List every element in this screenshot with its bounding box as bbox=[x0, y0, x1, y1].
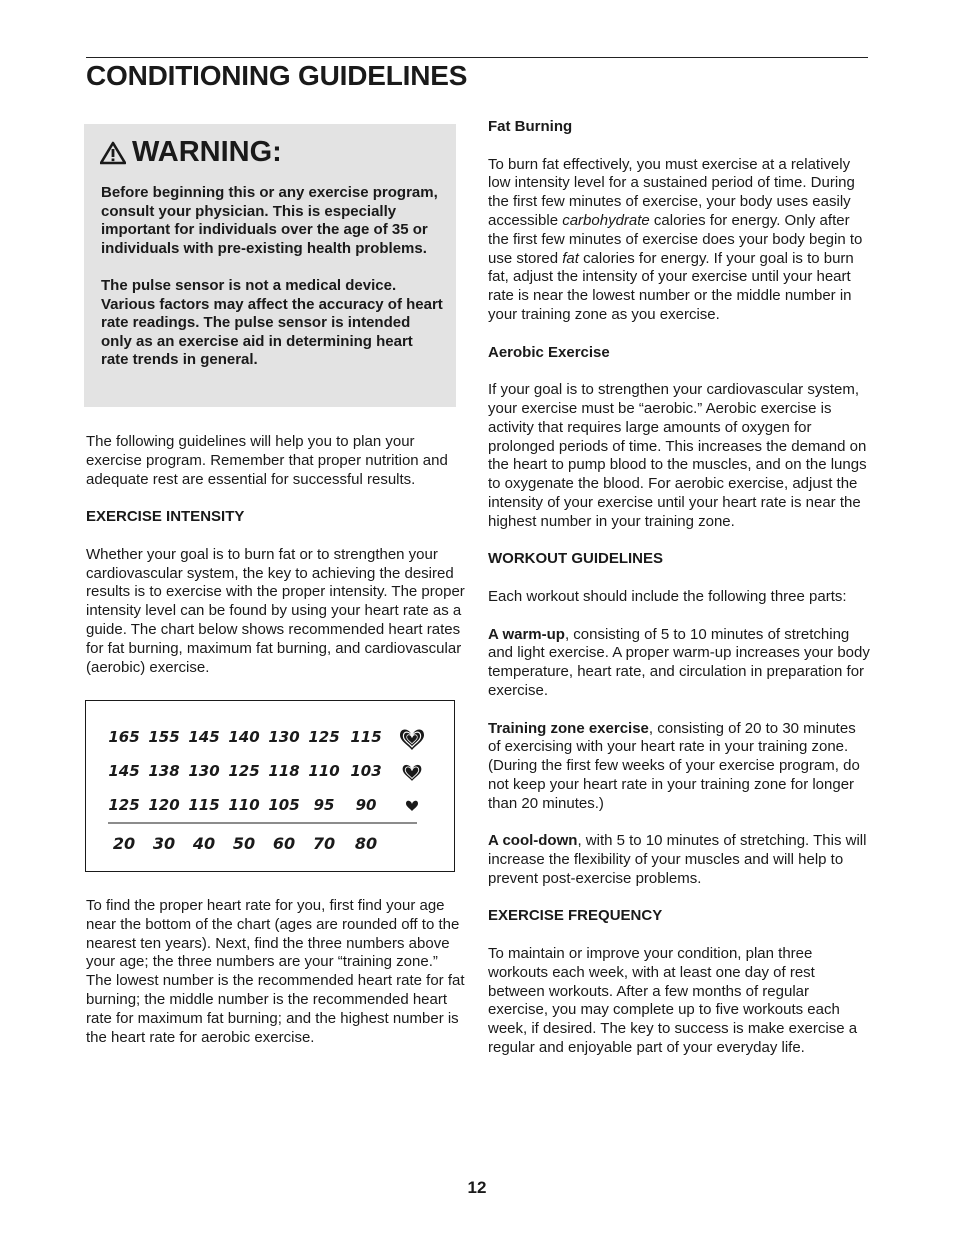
fat-burning-heading: Fat Burning bbox=[488, 118, 573, 135]
carbohydrate-emphasis: carbohydrate bbox=[562, 211, 650, 229]
heart-large-icon bbox=[400, 729, 424, 750]
heart-rate-value: 125 bbox=[228, 762, 260, 780]
exercise-frequency-paragraph: To maintain or improve your condition, plan three workouts each week, with at least one day of rest between workouts. After a few months of regular exercise, you may complete up to five workouts each week, if desired. The key to success is make exercise a regular and enjoyable part of your everyday life. bbox=[488, 945, 858, 1057]
heart-rate-value: 140 bbox=[228, 728, 260, 746]
page-title: CONDITIONING GUIDELINES bbox=[86, 60, 468, 91]
heart-small-icon bbox=[406, 801, 418, 811]
training-zone-text: , consisting of 20 to 30 minutes of exercising with your heart rate in your training zone. (During the first few weeks of your exercise program, do not keep your heart rate in your training zone for longer than 20 minutes.) bbox=[488, 719, 860, 812]
heart-rate-chart-svg bbox=[86, 701, 454, 871]
fat-burning-paragraph bbox=[488, 156, 870, 325]
fat-text-part-3: calories for energy. If your goal is to burn fat, adjust the intensity of your exercise until your heart rate is near the lowest number or the middle number in your training zone as you exercise. bbox=[488, 249, 854, 323]
training-zone-paragraph bbox=[488, 720, 870, 814]
warm-up-paragraph bbox=[488, 626, 870, 701]
heart-rate-value: 165 bbox=[108, 728, 140, 746]
warm-up-text: , consisting of 5 to 10 minutes of stretching and light exercise. A proper warm-up increases your body temperature, heart rate, and circulation in preparation for exercise. bbox=[488, 625, 870, 699]
warning-body bbox=[101, 184, 443, 389]
heart-rate-value: 120 bbox=[148, 796, 180, 814]
heart-rate-value: 145 bbox=[108, 762, 140, 780]
warning-paragraph-1: Before beginning this or any exercise program, consult your physician. This is especially important for individuals over the age of 35 or individuals with pre-existing health problems. bbox=[101, 184, 438, 257]
age-label: 60 bbox=[272, 834, 296, 853]
fat-emphasis: fat bbox=[562, 249, 579, 267]
heart-rate-value: 118 bbox=[268, 762, 300, 780]
aerobic-exercise-paragraph: If your goal is to strengthen your cardiovascular system, your exercise must be “aerobic.” Aerobic exercise is activity that requires large amounts of oxygen for prolonged periods of time. This increases the demand on the heart to pump blood to the muscles, and on the lungs to oxygenate the blood. For aerobic exercise, adjust the intensity of your exercise until your heart rate is near the highest number in your training zone. bbox=[488, 381, 867, 530]
fat-text-part-2: calories for energy. Only after the first few minutes of exercise does your body begin to use stored bbox=[488, 211, 863, 267]
workout-intro-paragraph: Each workout should include the following three parts: bbox=[488, 587, 847, 605]
age-label: 70 bbox=[312, 834, 336, 853]
heart-rate-value: 90 bbox=[355, 796, 377, 814]
top-rule bbox=[86, 57, 868, 58]
warning-triangle-icon bbox=[100, 141, 126, 165]
age-label: 80 bbox=[354, 834, 378, 853]
heart-rate-value: 155 bbox=[148, 728, 180, 746]
heart-rate-value: 130 bbox=[188, 762, 220, 780]
right-column bbox=[488, 118, 870, 1077]
heart-medium-icon bbox=[403, 765, 422, 781]
warning-label: WARNING: bbox=[132, 136, 282, 168]
intro-paragraph: The following guidelines will help you to plan your exercise program. Remember that proper nutrition and adequate rest are essential for successful results. bbox=[86, 433, 448, 488]
exercise-intensity-heading: EXERCISE INTENSITY bbox=[86, 508, 245, 526]
aerobic-exercise-heading: Aerobic Exercise bbox=[488, 343, 610, 361]
age-label: 40 bbox=[192, 834, 216, 853]
age-label: 30 bbox=[152, 834, 176, 853]
left-column-bottom bbox=[86, 897, 466, 1066]
heart-rate-chart bbox=[85, 700, 455, 872]
heart-rate-value: 105 bbox=[268, 796, 300, 814]
heart-rate-value: 125 bbox=[108, 796, 140, 814]
warning-heading bbox=[100, 136, 282, 169]
warning-paragraph-2: The pulse sensor is not a medical device. Various factors may affect the accuracy of heart rate readings. The pulse sensor is intended only as an exercise aid in determining heart rate trends in general. bbox=[101, 276, 443, 369]
workout-guidelines-heading: WORKOUT GUIDELINES bbox=[488, 550, 663, 568]
warning-box bbox=[84, 124, 456, 407]
training-zone-label: Training zone exercise bbox=[488, 719, 649, 737]
heart-rate-value: 115 bbox=[188, 796, 220, 814]
heart-rate-value: 110 bbox=[228, 796, 260, 814]
heart-rate-value: 103 bbox=[350, 762, 382, 780]
page-number: 12 bbox=[467, 1178, 487, 1197]
cool-down-paragraph bbox=[488, 832, 870, 888]
heart-rate-value: 115 bbox=[350, 728, 382, 746]
age-label: 50 bbox=[232, 834, 256, 853]
cool-down-text: , with 5 to 10 minutes of stretching. This will increase the flexibility of your muscles and will help to prevent post-exercise problems. bbox=[488, 832, 867, 887]
age-label: 20 bbox=[112, 834, 136, 853]
fat-text-part-1: To burn fat effectively, you must exercise at a relatively low intensity level for a sustained period of time. During the first few minutes of exercise, your body uses easily accessible bbox=[488, 155, 855, 229]
heart-rate-value: 130 bbox=[268, 728, 300, 746]
cool-down-label: A cool-down bbox=[488, 832, 578, 850]
heart-rate-value: 95 bbox=[313, 796, 335, 814]
exercise-frequency-heading: EXERCISE FREQUENCY bbox=[488, 907, 663, 925]
left-column-top bbox=[86, 433, 466, 696]
heart-rate-value: 138 bbox=[148, 762, 180, 780]
heart-rate-value: 125 bbox=[308, 728, 340, 746]
find-heart-rate-paragraph: To find the proper heart rate for you, first find your age near the bottom of the chart (ages are rounded off to the nearest ten years). Next, find the three numbers above your age; the three numbers are your “training zone.” The lowest number is the recommended heart rate for fat burning; the middle number is the recommended heart rate for maximum fat burning; and the highest number is the heart rate for aerobic exercise. bbox=[86, 897, 465, 1046]
warm-up-label: A warm-up bbox=[488, 625, 565, 643]
heart-rate-value: 145 bbox=[188, 728, 220, 746]
exercise-intensity-paragraph: Whether your goal is to burn fat or to strengthen your cardiovascular system, the key to achieving the desired results is to exercise with the proper intensity. The proper intensity level can be found by using your heart rate as a guide. The chart below shows recommended heart rates for fat burning, maximum fat burning, and cardiovascular (aerobic) exercise. bbox=[86, 545, 465, 676]
heart-rate-value: 110 bbox=[308, 762, 340, 780]
